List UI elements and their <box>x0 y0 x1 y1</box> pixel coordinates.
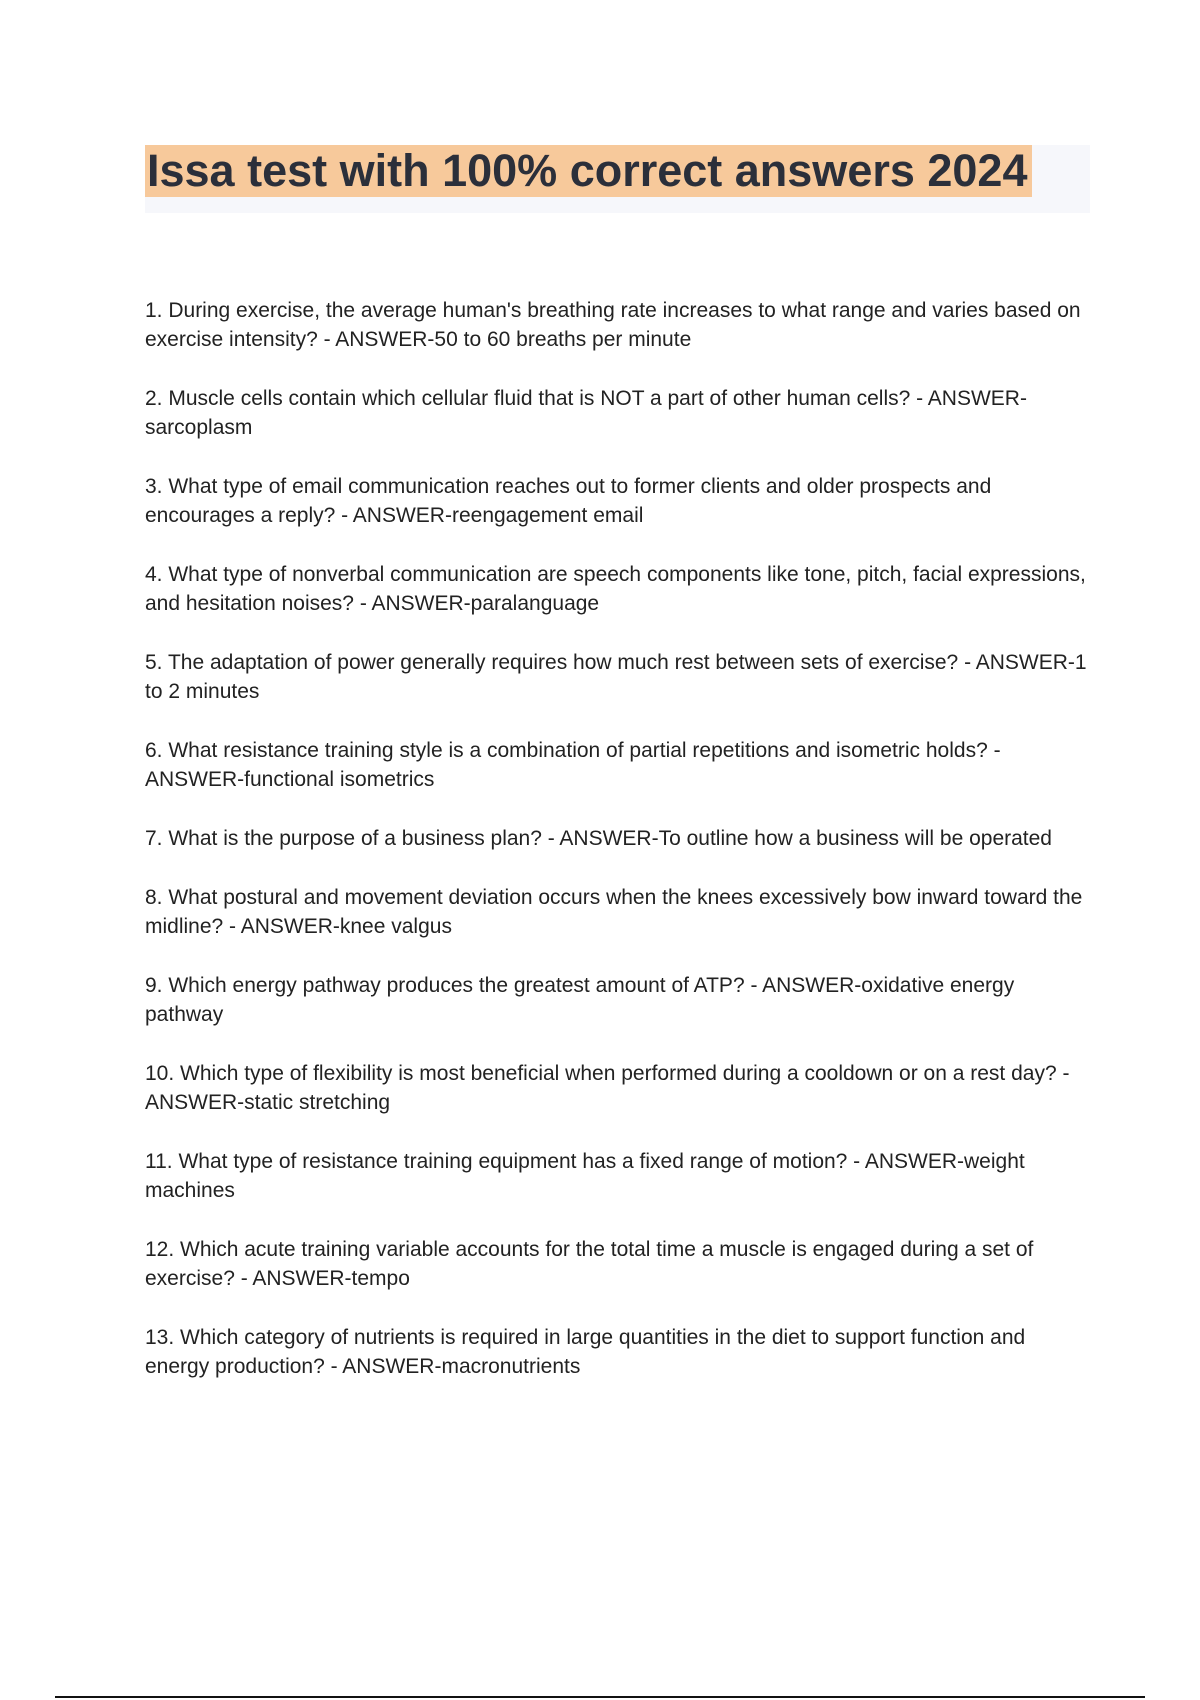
question-item: 2. Muscle cells contain which cellular fluid that is NOT a part of other human cells? - ANSWER-sarcoplasm <box>145 387 1027 439</box>
question-item: 11. What type of resistance training equipment has a fixed range of motion? - ANSWER-weight machines <box>145 1150 1025 1202</box>
question-item: 3. What type of email communication reaches out to former clients and older prospects and encourages a reply? - ANSWER-reengagement email <box>145 475 992 527</box>
document-title: Issa test with 100% correct answers 2024 <box>145 145 1032 197</box>
question-item: 12. Which acute training variable accounts for the total time a muscle is engaged during a set of exercise? - ANSWER-tempo <box>145 1238 1034 1290</box>
question-item: 9. Which energy pathway produces the greatest amount of ATP? - ANSWER-oxidative energy pathway <box>145 974 1015 1026</box>
question-item: 7. What is the purpose of a business plan? - ANSWER-To outline how a business will be operated <box>145 827 1052 850</box>
question-item: 6. What resistance training style is a combination of partial repetitions and isometric holds? - ANSWER-functional isometrics <box>145 739 1001 791</box>
question-item: 13. Which category of nutrients is required in large quantities in the diet to support function and energy production? - ANSWER-macronutrients <box>145 1326 1026 1378</box>
question-item: 8. What postural and movement deviation occurs when the knees excessively bow inward toward the midline? - ANSWER-knee valgus <box>145 886 1083 938</box>
question-item: 1. During exercise, the average human's breathing rate increases to what range and varies based on exercise intensity? - ANSWER-50 to 60 breaths per minute <box>145 299 1081 351</box>
page-bottom-divider <box>55 1696 1145 1698</box>
question-item: 10. Which type of flexibility is most beneficial when performed during a cooldown or on a rest day? - ANSWER-static stretching <box>145 1062 1070 1114</box>
question-item: 5. The adaptation of power generally requires how much rest between sets of exercise? - ANSWER-1 to 2 minutes <box>145 651 1087 703</box>
question-list <box>145 296 1090 1411</box>
question-item: 4. What type of nonverbal communication are speech components like tone, pitch, facial expressions, and hesitation noises? - ANSWER-paralanguage <box>145 563 1086 615</box>
